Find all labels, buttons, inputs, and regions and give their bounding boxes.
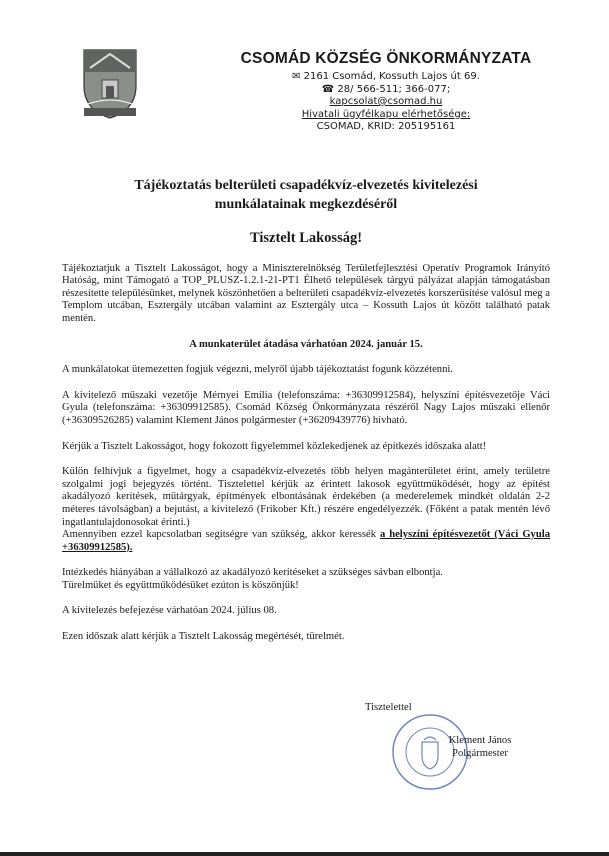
title-line-2: munkálatainak megkezdéséről	[214, 197, 398, 212]
krid-line: CSOMAD, KRID: 205195161	[316, 121, 456, 132]
paragraph-intro: Tájékoztatjuk a Tisztelt Lakosságot, hogy a Miniszterelnökség Területfejlesztési Operatív Programok Irányító Hatóság, mint Támogató a TOP_PLUSZ-1.2.1-21-PT1 Élhető települések tárgyú pályázat alapján támogatásban részesítette településünket, melynek köszönhetően a belterületi csapadékvíz-elvezetés korszerűsítése valósul meg a Templom utcában, Esztergály utcában valamint az Esztergály utca – Kossuth Lajos út között található patak mentén.	[62, 262, 550, 324]
help-text: Amennyiben ezzel kapcsolatban segítségre van szükség, akkor keressék	[62, 529, 380, 541]
letterhead	[196, 50, 576, 134]
paragraph-thanks: Türelmüket és együttműködésüket ezúton is köszönjük!	[62, 579, 299, 591]
site-manager-contact: a helyszíni építésvezetőt (Váci Gyula +36309912585).	[62, 529, 550, 553]
signer-name: Klement János	[448, 735, 512, 746]
closing: Tisztelettel	[365, 702, 412, 713]
phone-line: ☎ 28/ 566-511; 366-077;	[321, 83, 451, 95]
paragraph-patience: Ezen időszak alatt kérjük a Tisztelt Lakosság megértését, türelmét.	[62, 631, 345, 643]
paragraph-caution: Kérjük a Tisztelt Lakosságot, hogy fokozott figyelemmel közlekedjenek az építkezés időszaka alatt!	[62, 440, 487, 452]
signer-title: Polgármester	[452, 748, 508, 759]
letter-body	[62, 176, 550, 644]
paragraph-private-land: Külön felhívjuk a figyelmet, hogy a csapadékvíz-elvezetés több helyen magánterületet érint, amely területre szolgalmi jogi bejegyzés történt. Tisztelettel kérjük az érintett lakosok együttműködését, hogy az építést akadályozó kerítések, műtárgyak, építmények elbontásának érdekében (a mederelemek mindkét oldalán 2-2 méteres távolságban) a bejutást, a kivitelező (Frikober Kft.) részére engedélyezzék. (Főként a patak mentén lévő ingatlantulajdonosokat érinti.)	[62, 466, 550, 528]
page-bottom-edge	[0, 852, 609, 856]
paragraph-help	[62, 529, 550, 554]
coat-of-arms-icon	[80, 46, 140, 120]
paragraph-demolition: Intézkedés hiányában a vállalkozó az akadályozó kerítéseket a szükséges sávban elbontja.	[62, 567, 443, 579]
greeting: Tisztelt Lakosság!	[249, 230, 363, 246]
paragraph-contacts: A kivitelező műszaki vezetője Mérnyei Emília (telefonszáma: +36309912584), helyszíni építésvezetője Váci Gyula (telefonszáma: +36309912585). Csomád Község Önkormányzata részéről Nagy Lajos műszaki ellenőr (+36309526285) valamint Klement János polgármester (+36209439776) hívható.	[62, 389, 550, 426]
signature-block	[430, 734, 530, 760]
paragraph-completion: A kivitelezés befejezése várhatóan 2024. július 08.	[62, 605, 277, 617]
email-link[interactable]: kapcsolat@csomad.hu	[329, 96, 443, 107]
org-name: CSOMÁD KÖZSÉG ÖNKORMÁNYZATA	[240, 50, 532, 67]
title-line-1: Tájékoztatás belterületi csapadékvíz-elvezetés kivitelezési	[134, 178, 478, 193]
address-line: ✉ 2161 Csomád, Kossuth Lajos út 69.	[292, 71, 480, 82]
handover-date: A munkaterület átadása várhatóan 2024. január 15.	[189, 338, 423, 350]
portal-label: Hivatali ügyfélkapu elérhetősége:	[301, 108, 471, 120]
paragraph-schedule: A munkálatokat ütemezetten fogjuk végezni, melyről újabb tájékoztatást fogunk közzétenni.	[62, 364, 453, 376]
